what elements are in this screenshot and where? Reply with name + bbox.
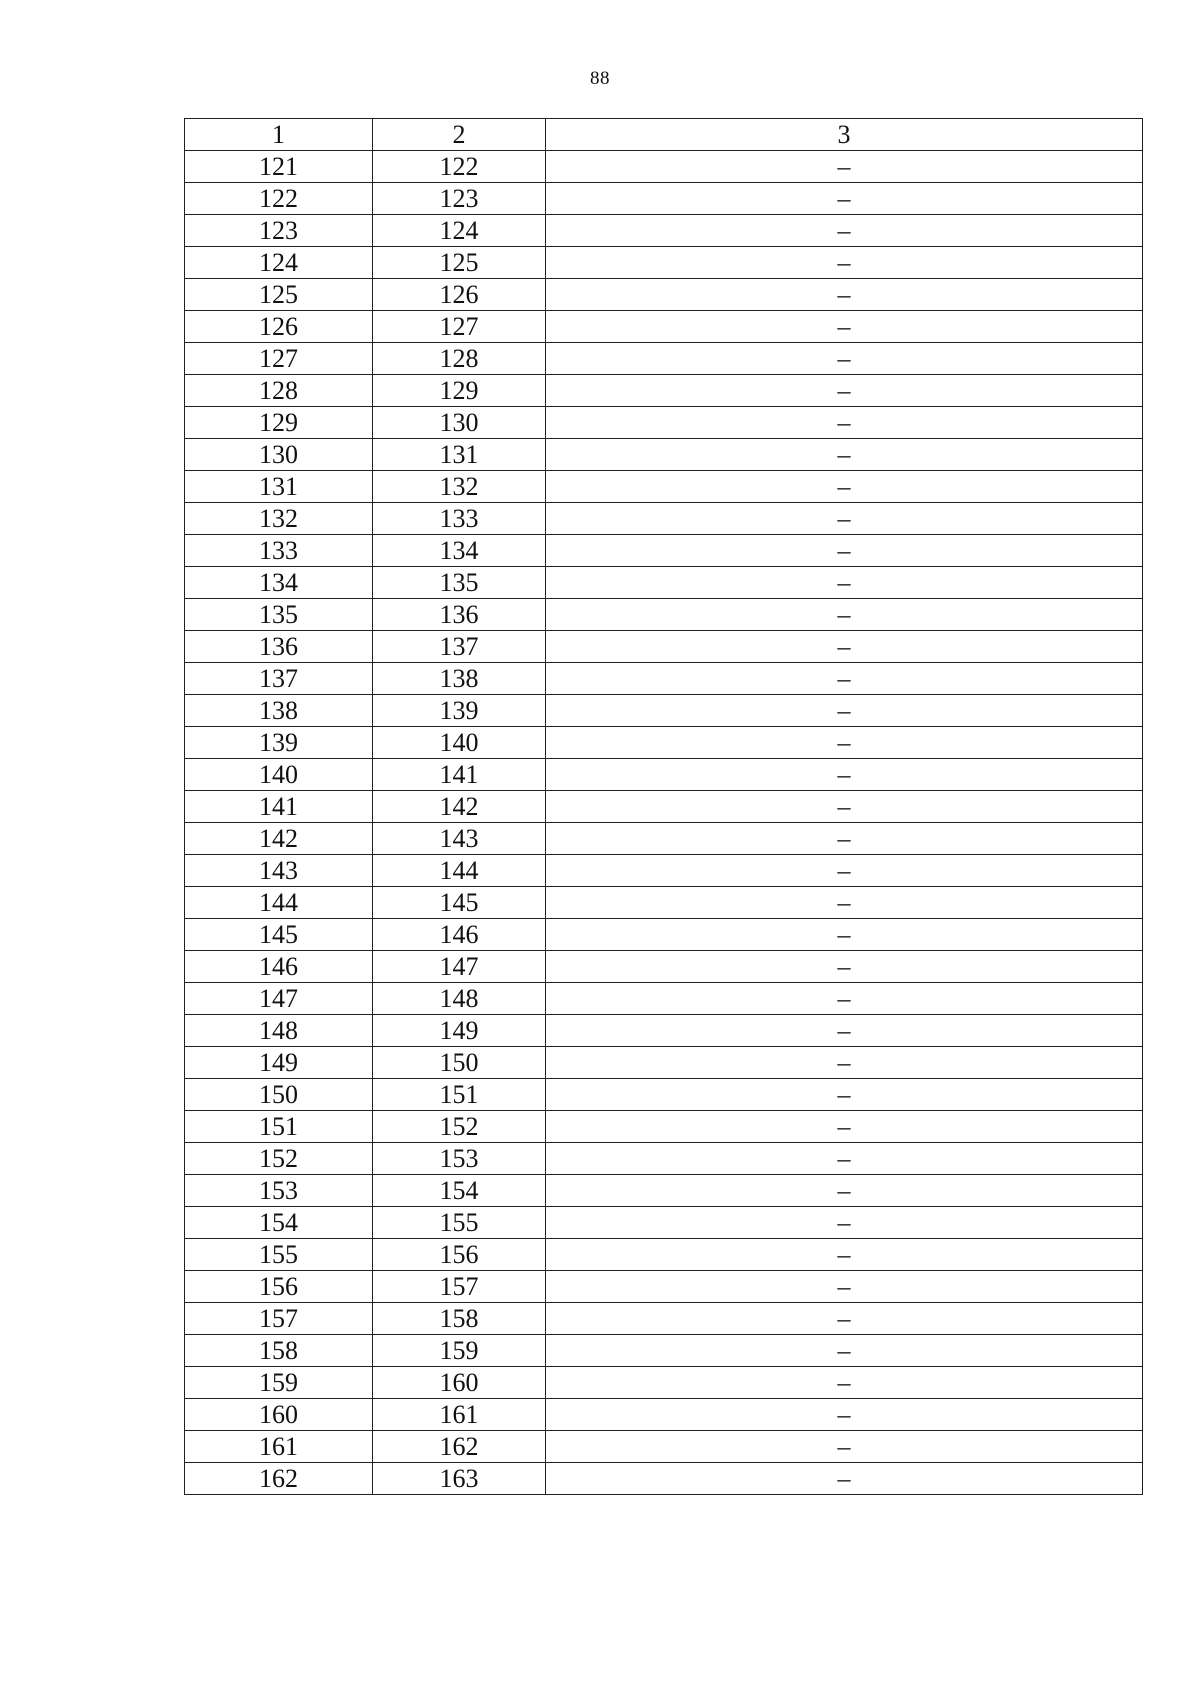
table-row: [185, 311, 1143, 343]
table-row: [185, 151, 1143, 183]
table-cell-col-3: –: [546, 151, 1143, 183]
table-cell-col-2: 132: [373, 471, 546, 503]
table-cell-col-3: –: [546, 247, 1143, 279]
table-cell-col-2: 151: [373, 1079, 546, 1111]
table-row: [185, 1399, 1143, 1431]
table-cell-col-2: 140: [373, 727, 546, 759]
table-cell-col-3: –: [546, 279, 1143, 311]
table-cell-col-1: 159: [185, 1367, 373, 1399]
table-cell-col-2: 160: [373, 1367, 546, 1399]
table-cell-col-1: 121: [185, 151, 373, 183]
table-cell-col-1: 148: [185, 1015, 373, 1047]
table-row: [185, 1111, 1143, 1143]
table-row: [185, 247, 1143, 279]
table-cell-col-3: –: [546, 983, 1143, 1015]
table-cell-col-2: 143: [373, 823, 546, 855]
table-row: [185, 567, 1143, 599]
column-header-2: 2: [373, 119, 546, 151]
table-cell-col-1: 123: [185, 215, 373, 247]
table-row: [185, 1431, 1143, 1463]
table-cell-col-1: 145: [185, 919, 373, 951]
table-cell-col-3: –: [546, 567, 1143, 599]
table-cell-col-1: 131: [185, 471, 373, 503]
table-cell-col-2: 154: [373, 1175, 546, 1207]
table-cell-col-2: 158: [373, 1303, 546, 1335]
table-row: [185, 407, 1143, 439]
table-row: [185, 1271, 1143, 1303]
table-header: [185, 119, 1143, 151]
table-row: [185, 471, 1143, 503]
table-cell-col-3: –: [546, 1367, 1143, 1399]
table-cell-col-3: –: [546, 1143, 1143, 1175]
table-cell-col-3: –: [546, 375, 1143, 407]
table-cell-col-2: 137: [373, 631, 546, 663]
table-cell-col-2: 159: [373, 1335, 546, 1367]
table-cell-col-3: –: [546, 1079, 1143, 1111]
table-row: [185, 279, 1143, 311]
table-cell-col-3: –: [546, 1271, 1143, 1303]
data-table: [184, 118, 1143, 1495]
table-cell-col-2: 139: [373, 695, 546, 727]
table-row: [185, 919, 1143, 951]
table-cell-col-1: 162: [185, 1463, 373, 1495]
table-cell-col-1: 142: [185, 823, 373, 855]
table-cell-col-2: 156: [373, 1239, 546, 1271]
table-row: [185, 663, 1143, 695]
column-header-3: 3: [546, 119, 1143, 151]
table-row: [185, 1303, 1143, 1335]
table-cell-col-3: –: [546, 471, 1143, 503]
table-cell-col-2: 163: [373, 1463, 546, 1495]
table-cell-col-2: 134: [373, 535, 546, 567]
page-number: 88: [590, 68, 610, 89]
table-cell-col-1: 125: [185, 279, 373, 311]
table-cell-col-2: 155: [373, 1207, 546, 1239]
table-cell-col-3: –: [546, 599, 1143, 631]
table-row: [185, 759, 1143, 791]
table-cell-col-2: 123: [373, 183, 546, 215]
table-row: [185, 215, 1143, 247]
table-body: [185, 151, 1143, 1495]
table-cell-col-2: 136: [373, 599, 546, 631]
table-cell-col-1: 140: [185, 759, 373, 791]
table-cell-col-2: 131: [373, 439, 546, 471]
table-row: [185, 1463, 1143, 1495]
table-cell-col-1: 152: [185, 1143, 373, 1175]
header-row: [185, 119, 1143, 151]
table-cell-col-1: 136: [185, 631, 373, 663]
table-cell-col-2: 148: [373, 983, 546, 1015]
table-row: [185, 1239, 1143, 1271]
table-cell-col-1: 155: [185, 1239, 373, 1271]
table-cell-col-1: 158: [185, 1335, 373, 1367]
table-cell-col-2: 146: [373, 919, 546, 951]
table-cell-col-3: –: [546, 1015, 1143, 1047]
table-cell-col-1: 153: [185, 1175, 373, 1207]
table-cell-col-1: 128: [185, 375, 373, 407]
table-row: [185, 1335, 1143, 1367]
table-cell-col-2: 141: [373, 759, 546, 791]
table-cell-col-2: 144: [373, 855, 546, 887]
table-cell-col-2: 142: [373, 791, 546, 823]
table-row: [185, 791, 1143, 823]
table-cell-col-3: –: [546, 663, 1143, 695]
table-cell-col-3: –: [546, 1239, 1143, 1271]
table-cell-col-2: 133: [373, 503, 546, 535]
column-header-1: 1: [185, 119, 373, 151]
table-cell-col-1: 154: [185, 1207, 373, 1239]
table-row: [185, 183, 1143, 215]
table-cell-col-1: 130: [185, 439, 373, 471]
table-row: [185, 823, 1143, 855]
table-row: [185, 631, 1143, 663]
table-cell-col-3: –: [546, 215, 1143, 247]
table-cell-col-3: –: [546, 759, 1143, 791]
table-cell-col-2: 162: [373, 1431, 546, 1463]
table-cell-col-1: 141: [185, 791, 373, 823]
table-row: [185, 951, 1143, 983]
table-cell-col-2: 129: [373, 375, 546, 407]
table-cell-col-1: 161: [185, 1431, 373, 1463]
table-cell-col-1: 144: [185, 887, 373, 919]
table-cell-col-1: 150: [185, 1079, 373, 1111]
table-cell-col-2: 128: [373, 343, 546, 375]
table-cell-col-3: –: [546, 535, 1143, 567]
table-row: [185, 599, 1143, 631]
table-cell-col-3: –: [546, 183, 1143, 215]
table-cell-col-3: –: [546, 1207, 1143, 1239]
table-row: [185, 727, 1143, 759]
table-row: [185, 503, 1143, 535]
table-row: [185, 983, 1143, 1015]
table-cell-col-2: 161: [373, 1399, 546, 1431]
table-row: [185, 1367, 1143, 1399]
table-cell-col-3: –: [546, 311, 1143, 343]
table-row: [185, 1079, 1143, 1111]
table-cell-col-3: –: [546, 887, 1143, 919]
table-row: [185, 695, 1143, 727]
table-cell-col-1: 143: [185, 855, 373, 887]
table-cell-col-1: 147: [185, 983, 373, 1015]
table-cell-col-3: –: [546, 439, 1143, 471]
table-cell-col-3: –: [546, 823, 1143, 855]
table-row: [185, 1207, 1143, 1239]
table-row: [185, 1175, 1143, 1207]
table-cell-col-3: –: [546, 1047, 1143, 1079]
table-row: [185, 1015, 1143, 1047]
table-cell-col-1: 137: [185, 663, 373, 695]
table-cell-col-2: 125: [373, 247, 546, 279]
table-cell-col-1: 126: [185, 311, 373, 343]
table-row: [185, 439, 1143, 471]
table-cell-col-2: 150: [373, 1047, 546, 1079]
table-cell-col-3: –: [546, 791, 1143, 823]
table-row: [185, 375, 1143, 407]
table-row: [185, 343, 1143, 375]
table-cell-col-3: –: [546, 1431, 1143, 1463]
table-cell-col-1: 133: [185, 535, 373, 567]
table-cell-col-2: 153: [373, 1143, 546, 1175]
table-cell-col-1: 124: [185, 247, 373, 279]
table-cell-col-3: –: [546, 1111, 1143, 1143]
table-row: [185, 887, 1143, 919]
table-row: [185, 1143, 1143, 1175]
table-cell-col-3: –: [546, 631, 1143, 663]
table-cell-col-3: –: [546, 1399, 1143, 1431]
table-cell-col-3: –: [546, 951, 1143, 983]
table-cell-col-3: –: [546, 1175, 1143, 1207]
table-cell-col-1: 160: [185, 1399, 373, 1431]
table-cell-col-1: 127: [185, 343, 373, 375]
table-cell-col-3: –: [546, 407, 1143, 439]
table-cell-col-3: –: [546, 855, 1143, 887]
table-cell-col-2: 124: [373, 215, 546, 247]
table-cell-col-2: 138: [373, 663, 546, 695]
table-cell-col-3: –: [546, 919, 1143, 951]
table-cell-col-1: 156: [185, 1271, 373, 1303]
table-cell-col-3: –: [546, 1303, 1143, 1335]
table-cell-col-3: –: [546, 727, 1143, 759]
table-cell-col-3: –: [546, 343, 1143, 375]
table-cell-col-2: 147: [373, 951, 546, 983]
table-cell-col-1: 151: [185, 1111, 373, 1143]
table-cell-col-1: 149: [185, 1047, 373, 1079]
table-cell-col-3: –: [546, 695, 1143, 727]
table-cell-col-1: 146: [185, 951, 373, 983]
table-cell-col-1: 157: [185, 1303, 373, 1335]
table-cell-col-2: 152: [373, 1111, 546, 1143]
table-cell-col-3: –: [546, 503, 1143, 535]
table-row: [185, 855, 1143, 887]
table-row: [185, 1047, 1143, 1079]
table-row: [185, 535, 1143, 567]
table-cell-col-1: 139: [185, 727, 373, 759]
table-cell-col-2: 135: [373, 567, 546, 599]
table-cell-col-3: –: [546, 1463, 1143, 1495]
table-cell-col-3: –: [546, 1335, 1143, 1367]
table-cell-col-1: 132: [185, 503, 373, 535]
table-cell-col-1: 135: [185, 599, 373, 631]
table-cell-col-2: 126: [373, 279, 546, 311]
table-cell-col-2: 130: [373, 407, 546, 439]
table-cell-col-2: 145: [373, 887, 546, 919]
table-cell-col-2: 157: [373, 1271, 546, 1303]
table-cell-col-1: 134: [185, 567, 373, 599]
table-cell-col-2: 127: [373, 311, 546, 343]
table-cell-col-2: 149: [373, 1015, 546, 1047]
table-cell-col-1: 129: [185, 407, 373, 439]
table-cell-col-2: 122: [373, 151, 546, 183]
table-cell-col-1: 122: [185, 183, 373, 215]
table-cell-col-1: 138: [185, 695, 373, 727]
